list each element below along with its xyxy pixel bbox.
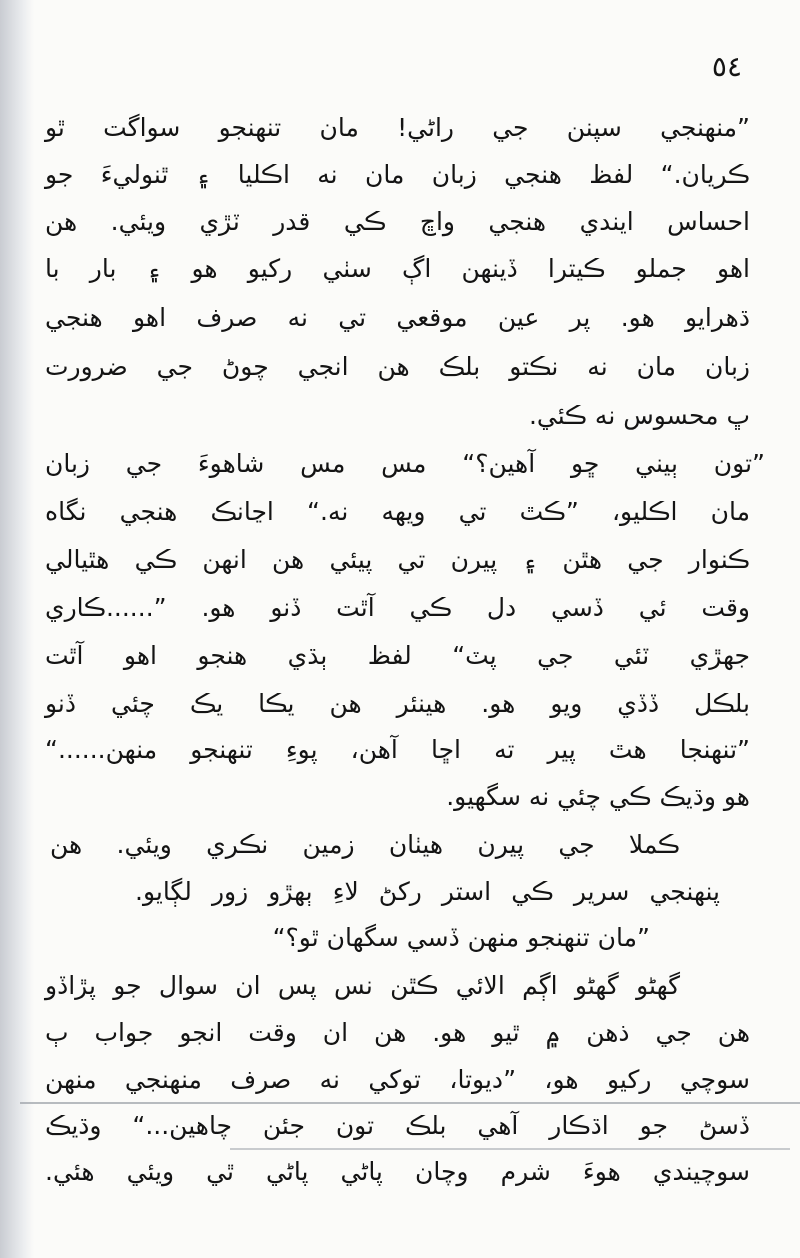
text-line: ”تنهنجا هٿ پير ته اڇا آهن، پوءِ تنهنجو منهن......“ [45, 735, 750, 764]
pencil-mark [230, 1148, 790, 1150]
text-line: زبان مان نه نڪتو بلڪ هن انجي چوڻ جي ضرورت [45, 352, 750, 381]
text-line: مان اڪليو، ”ڪٿ تي ويهه نه.“ اڃانڪ هنجي نگاه [45, 497, 750, 526]
text-line: ”منهنجي سپنن جي راڻي! مان تنهنجو سواگت ٿو [45, 113, 750, 142]
text-line: اهو جملو ڪيترا ڏينهن اڳ سٺي رکيو هو ۽ بار با [45, 254, 750, 283]
scan-page-edge [0, 0, 34, 1258]
text-line: سوچيندي هوءَ شرم وچان پاڻي پاڻي ٿي ويئي هئي. [45, 1157, 750, 1186]
text-line: بلڪل ڏڏي ويو هو. هينئر هن يڪا يڪ چئي ڏنو [45, 689, 750, 718]
page-number: ٥٤ [711, 50, 742, 83]
text-line: ڀ محسوس نه ڪئي. [528, 401, 750, 430]
text-line: هن جي ذهن ۾ ٿيو هو. هن ان وقت انجو جواب ٻ [45, 1018, 750, 1047]
text-line: گهڻو گهڻو اڳم الائي ڪٿن نس پس ان سوال جو پڙاڏو [45, 971, 680, 1000]
text-line: ڏسڻ جو اڌڪار آهي بلڪ تون جئن چاهين...“ وڌيڪ [45, 1111, 750, 1140]
text-line: ”تون ٻيني ڇو آهين؟“ مس مس شاهوءَ جي زبان [45, 449, 765, 478]
text-line: پنهنجي سرير ڪي استر رکڻ لاءِ ٻهڙو زور لڳايو. [135, 877, 720, 906]
text-line: ڪريان.“ لفظ هنجي زبان مان نه اڪليا ۽ ٿنوليءَ جو [45, 160, 750, 189]
text-line: ”مان تنهنجو منهن ڏسي سگهان ٿو؟“ [272, 923, 650, 952]
text-line: ڪملا جي پيرن هيٺان زمين نڪري ويئي. هن [50, 830, 680, 859]
text-line: احساس ايندي هنجي واڇ ڪي قدر ٽڙي ويئي. هن [45, 207, 750, 236]
text-line: ڌهرايو هو. پر عين موقعي تي نه صرف اهو هنجي [45, 303, 750, 332]
text-line: سوچي رکيو هو، ”ديوتا، توکي نه صرف منهنجي منهن [45, 1065, 750, 1094]
pencil-mark [20, 1102, 800, 1104]
text-line: ڪنوار جي هٿن ۽ پيرن تي پيئي هن انهن ڪي هٿيالي [45, 545, 750, 574]
text-line: وقت ئي ڏسي دل ڪي آٿت ڏنو هو. ”......ڪاري [45, 593, 750, 622]
text-line: جهڙي ٽئي جي پٽ“ لفظ ٻڌي هنجو اهو آٿت [45, 641, 750, 670]
text-line: هو وڌيڪ ڪي چئي نه سگهيو. [446, 782, 750, 811]
